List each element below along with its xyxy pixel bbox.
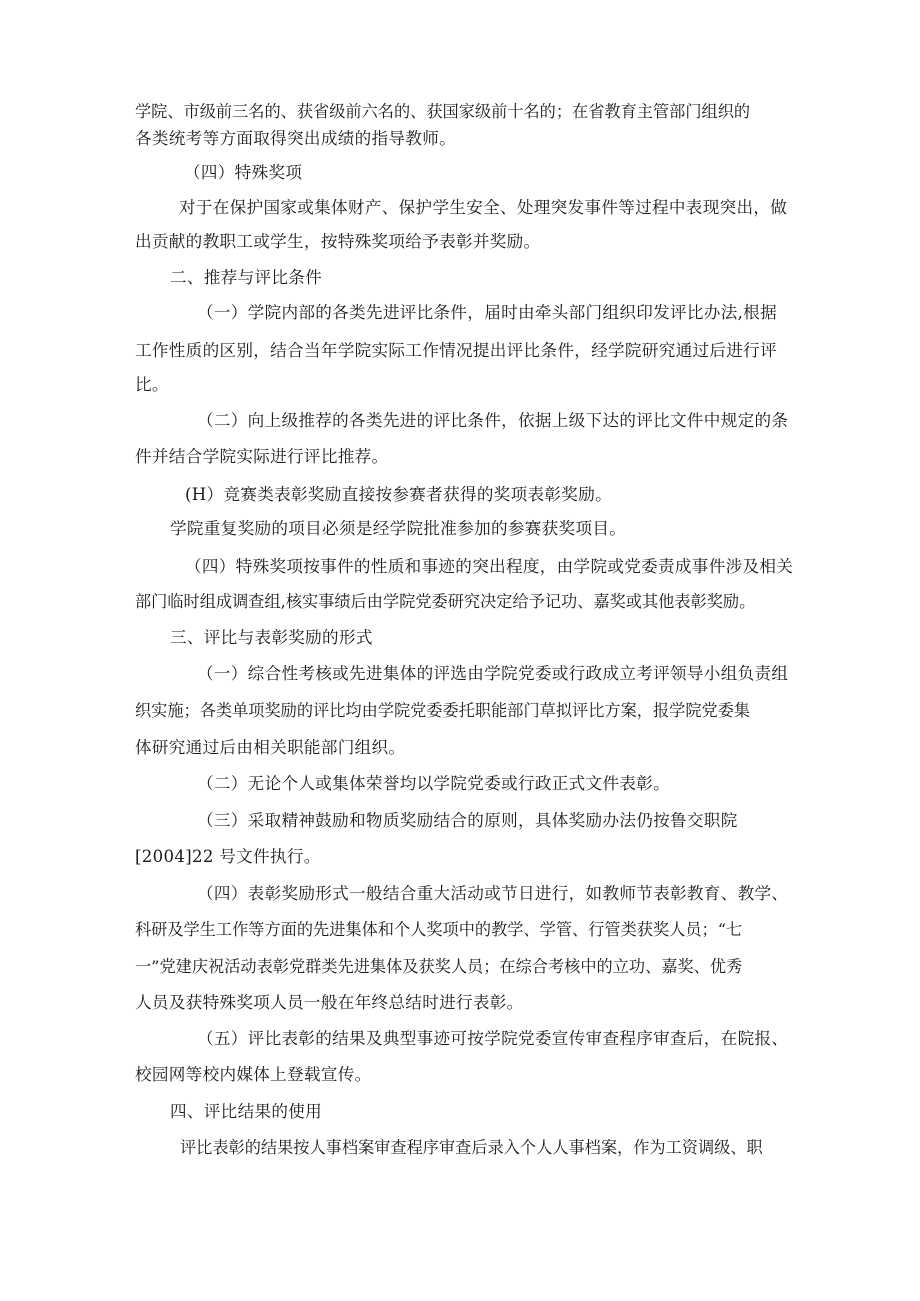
text-line: 学院、市级前三名的、获省级前六名的、获国家级前十名的；在省教育主管部门组织的	[135, 102, 751, 121]
text-line: 部门临时组成调查组,核实事绩后由学院党委研究决定给予记功、嘉奖或其他表彰奖励。	[135, 592, 756, 611]
section-heading: 三、评比与表彰奖励的形式	[170, 628, 373, 647]
text-line: 对于在保护国家或集体财产、保护学生安全、处理突发事件等过程中表现突出，做	[179, 198, 788, 217]
text-line: 学院重复奖励的项目必须是经学院批准参加的参赛获奖项目。	[170, 519, 627, 538]
text-line: （一）学院内部的各类先进评比条件，届时由牵头部门组织印发评比办法,根据	[197, 303, 777, 322]
text-line: 工作性质的区别，结合当年学院实际工作情况提出评比条件，经学院研究通过后进行评	[135, 341, 777, 360]
text-line: 比。	[135, 375, 169, 394]
text-line: （三）采取精神鼓励和物质奖励结合的原则，具体奖励办法仍按鲁交职院	[197, 811, 738, 830]
text-line: （二）向上级推荐的各类先进的评比条件，依据上级下达的评比文件中规定的条	[197, 411, 789, 430]
text-line: （一）综合性考核或先进集体的评选由学院党委或行政成立考评领导小组负责组	[197, 664, 789, 683]
text-line: 件并结合学院实际进行评比推荐。	[135, 447, 389, 466]
text-line: 校园网等校内媒体上登载宣传。	[135, 1065, 372, 1084]
text-line: （四）表彰奖励形式一般结合重大活动或节日进行，如教师节表彰教育、教学、	[197, 884, 789, 903]
text-line: (H）竞赛类表彰奖励直接按参赛者获得的奖项表彰奖励。	[185, 485, 612, 504]
text-line: 人员及获特殊奖项人员一般在年终总结时进行表彰。	[135, 993, 524, 1012]
section-heading: 四、评比结果的使用	[170, 1102, 323, 1121]
section-heading: （四）特殊奖项	[184, 163, 303, 182]
text-line: 科研及学生工作等方面的先进集体和个人奖项中的教学、学管、行管类获奖人员；“七	[135, 920, 743, 939]
text-line: （四）特殊奖项按事件的性质和事迹的突出程度，由学院或党委责成事件涉及相关	[185, 557, 794, 576]
section-heading: 二、推荐与评比条件	[170, 268, 323, 287]
text-line: （五）评比表彰的结果及典型事迹可按学院党委宣传审查程序审查后，在院报、	[197, 1029, 789, 1048]
text-line: 织实施；各类单项奖励的评比均由学院党委委托职能部门草拟评比方案，报学院党委集	[135, 701, 751, 720]
text-line: 一”党建庆祝活动表彰党群类先进集体及获奖人员；在综合考核中的立功、嘉奖、优秀	[135, 957, 743, 976]
text-line: [2004]22 号文件执行。	[135, 847, 321, 866]
text-line: 体研究通过后由相关职能部门组织。	[135, 738, 406, 757]
text-line: 出贡献的教职工或学生，按特殊奖项给予表彰并奖励。	[135, 232, 541, 251]
text-line: （二）无论个人或集体荣誉均以学院党委或行政正式文件表彰。	[197, 774, 671, 793]
text-line: 评比表彰的结果按人事档案审查程序审查后录入个人人事档案，作为工资调级、职	[180, 1138, 763, 1157]
text-line: 各类统考等方面取得突出成绩的指导教师。	[135, 129, 456, 148]
